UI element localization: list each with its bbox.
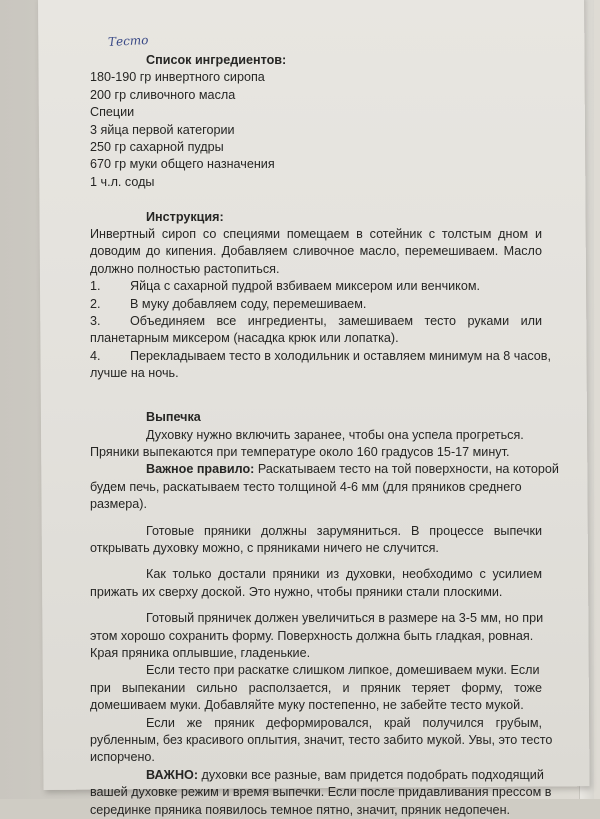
instructions-intro-line: должно полностью растопиться. [90,261,280,276]
step-text: Яйца с сахарной пудрой взбиваем миксером или венчиком. [130,279,480,294]
step-2 [90,296,542,313]
step-number: 1. [90,279,101,294]
baking-paragraph-line: при выпекании сильно расползается, и пряник теряет форму, тоже [90,680,542,695]
step-text-continued: лучше на ночь. [90,366,179,381]
rule-line [90,461,559,478]
baking-paragraph-line: испорчено. [90,750,155,765]
baking-title: Выпечка [146,410,201,425]
step-number: 2. [90,296,101,311]
instructions-title: Инструкция: [146,209,224,224]
baking-paragraph-line: прижать их сверху доской. Это нужно, чтобы пряники стали плоскими. [90,584,503,599]
ingredient-item: 3 яйца первой категории [90,122,235,137]
baking-paragraph-line: Духовку нужно включить заранее, чтобы она успела прогреться. [146,427,524,442]
step-4 [90,348,551,365]
important-line: серединке пряника появилось темное пятно, значит, пряник недопечен. [90,802,511,817]
baking-paragraph-line: домешиваем муки. Добавляйте муку постепенно, не забейте тесто мукой. [90,698,524,713]
step-text: Перекладываем тесто в холодильник и оставляем минимум на 8 часов, [130,348,551,363]
step-text-continued: планетарным миксером (насадка крюк или лопатка). [90,331,399,346]
handwritten-note: Тесто [107,32,149,50]
step-text: Объединяем все ингредиенты, замешиваем тесто руками или [130,314,542,329]
important-text: духовки все разные, вам придется подобрать подходящий [201,767,544,782]
ingredient-item: 1 ч.л. соды [90,174,155,189]
baking-paragraph-line: Если тесто при раскатке слишком липкое, домешиваем муки. Если [146,663,540,678]
baking-paragraph-line: Если же пряник деформировался, край получился грубым, [146,715,542,730]
rule-line: будем печь, раскатываем тесто толщиной 4-6 мм (для пряников среднего [90,479,522,494]
step-1 [90,278,542,295]
ingredient-item: 670 гр муки общего назначения [90,157,275,172]
baking-paragraph-line: Пряники выпекаются при температуре около 160 градусов 15-17 минут. [90,444,510,459]
ingredients-title: Список ингредиентов: [146,53,287,67]
important-line [90,767,542,784]
ingredient-item: 180-190 гр инвертного сиропа [90,70,265,85]
instructions-intro-line: доводим до кипения. Добавляем сливочное масло, перемешиваем. Масло [90,244,542,259]
ingredient-item: 200 гр сливочного масла [90,87,236,102]
baking-paragraph-line: этом хорошо сохранить форму. Поверхность должна быть гладкая, ровная. [90,628,534,643]
important-label: ВАЖНО: [146,767,199,782]
ingredient-item: 250 гр сахарной пудры [90,140,224,155]
step-3 [90,313,542,330]
important-line: вашей духовке режим и время выпечки. Если после придавливания прессом в [90,785,552,800]
baking-paragraph-line: Края пряника оплывшие, гладенькие. [90,645,311,660]
rule-label: Важное правило: [146,462,255,477]
baking-paragraph-line: Готовый пряничек должен увеличиться в размере на 3-5 мм, но при [146,611,544,626]
step-text: В муку добавляем соду, перемешиваем. [130,296,367,311]
step-number: 4. [90,348,101,363]
baking-paragraph-line: Как только достали пряники из духовки, необходимо с усилием [146,567,542,582]
rule-line: размера). [90,497,148,512]
ingredient-item: Специи [90,105,135,120]
instructions-intro-line: Инвертный сироп со специями помещаем в сотейник с толстым дном и [90,227,542,242]
step-number: 3. [90,314,101,329]
baking-paragraph-line: открывать духовку можно, с пряниками ничего не случится. [90,540,439,555]
baking-paragraph-line: Готовые пряники должны зарумяниться. В процессе выпечки [146,523,542,538]
baking-paragraph-line: рубленным, без красивого оплытия, значит, тесто забито мукой. Увы, это тесто [90,733,553,747]
document-text [90,52,559,819]
rule-text: Раскатываем тесто на той поверхности, на которой [257,462,559,477]
